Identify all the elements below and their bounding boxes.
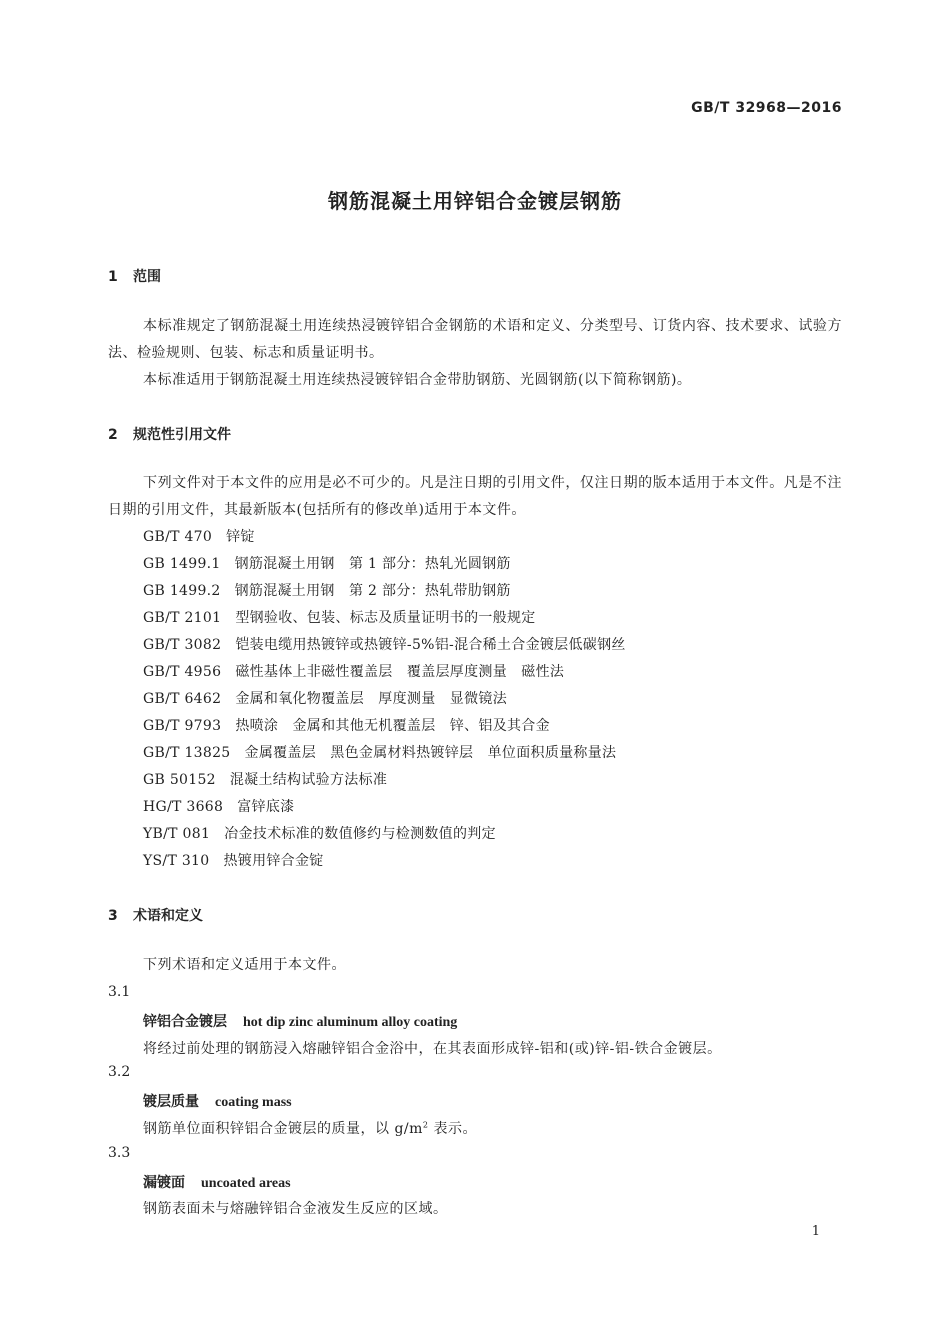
definition-text: 钢筋单位面积锌铝合金镀层的质量，以 g/m bbox=[143, 1121, 423, 1137]
term-chinese: 漏镀面 bbox=[143, 1175, 185, 1191]
reference-item bbox=[143, 713, 626, 740]
reference-item bbox=[143, 767, 626, 794]
reference-item bbox=[143, 524, 626, 551]
reference-code: GB/T 3082 bbox=[143, 637, 222, 653]
reference-code: GB/T 4956 bbox=[143, 664, 222, 680]
reference-title: 铠装电缆用热镀锌或热镀锌-5%铝-混合稀土合金镀层低碳钢丝 bbox=[235, 637, 626, 653]
reference-item bbox=[143, 686, 626, 713]
reference-title: 钢筋混凝土用钢 第 1 部分：热轧光圆钢筋 bbox=[234, 556, 511, 572]
reference-item bbox=[143, 551, 626, 578]
section-title: 规范性引用文件 bbox=[133, 427, 231, 443]
section-heading-normative-references bbox=[108, 424, 231, 444]
reference-item bbox=[143, 740, 626, 767]
references-intro: 下列文件对于本文件的应用是必不可少的。凡是注日期的引用文件，仅注日期的版本适用于本文件。凡是不注日期的引用文件，其最新版本(包括所有的修改单)适用于本文件。 bbox=[108, 475, 842, 518]
reference-item bbox=[143, 632, 626, 659]
reference-item bbox=[143, 848, 626, 875]
section-heading-terms bbox=[108, 905, 203, 925]
reference-code: GB 1499.2 bbox=[143, 583, 221, 599]
term-definition: 钢筋表面未与熔融锌铝合金液发生反应的区域。 bbox=[143, 1201, 448, 1217]
term-entry bbox=[143, 1091, 292, 1111]
term-english: uncoated areas bbox=[201, 1176, 291, 1191]
clause-number: 3.2 bbox=[108, 1064, 131, 1080]
reference-code: GB 50152 bbox=[143, 772, 216, 788]
term-english: hot dip zinc aluminum alloy coating bbox=[243, 1015, 458, 1030]
scope-paragraph-2: 本标准适用于钢筋混凝土用连续热浸镀锌铝合金带肋钢筋、光圆钢筋(以下简称钢筋)。 bbox=[143, 372, 692, 388]
page-number: 1 bbox=[811, 1224, 820, 1239]
reference-title: 金属和氧化物覆盖层 厚度测量 显微镜法 bbox=[235, 691, 508, 707]
reference-title: 金属覆盖层 黑色金属材料热镀锌层 单位面积质量称量法 bbox=[244, 745, 617, 761]
term-definition bbox=[143, 1118, 477, 1138]
term-entry bbox=[143, 1011, 457, 1031]
reference-item bbox=[143, 821, 626, 848]
reference-title: 混凝土结构试验方法标准 bbox=[229, 772, 388, 788]
definition-text: 表示。 bbox=[428, 1121, 477, 1137]
standard-code: GB/T 32968—2016 bbox=[691, 100, 842, 116]
clause-number: 3.1 bbox=[108, 984, 131, 1000]
reference-item bbox=[143, 794, 626, 821]
term-chinese: 镀层质量 bbox=[143, 1094, 199, 1110]
section-title: 范围 bbox=[133, 269, 161, 285]
reference-code: GB/T 6462 bbox=[143, 691, 222, 707]
reference-title: 磁性基体上非磁性覆盖层 覆盖层厚度测量 磁性法 bbox=[235, 664, 565, 680]
reference-title: 富锌底漆 bbox=[237, 799, 295, 815]
reference-code: GB/T 9793 bbox=[143, 718, 222, 734]
reference-title: 锌锭 bbox=[226, 529, 255, 545]
term-english: coating mass bbox=[215, 1095, 292, 1110]
reference-code: GB/T 2101 bbox=[143, 610, 222, 626]
reference-title: 冶金技术标准的数值修约与检测数值的判定 bbox=[224, 826, 496, 842]
term-chinese: 锌铝合金镀层 bbox=[143, 1014, 227, 1030]
reference-title: 热喷涂 金属和其他无机覆盖层 锌、铝及其合金 bbox=[235, 718, 550, 734]
reference-item bbox=[143, 578, 626, 605]
scope-paragraph-1: 本标准规定了钢筋混凝土用连续热浸镀锌铝合金钢筋的术语和定义、分类型号、订货内容、技术要求、试验方法、检验规则、包装、标志和质量证明书。 bbox=[108, 318, 842, 361]
reference-code: GB/T 470 bbox=[143, 529, 213, 545]
section-title: 术语和定义 bbox=[133, 908, 203, 924]
reference-code: YB/T 081 bbox=[143, 826, 211, 842]
reference-item bbox=[143, 605, 626, 632]
reference-list bbox=[143, 524, 626, 875]
reference-title: 钢筋混凝土用钢 第 2 部分：热轧带肋钢筋 bbox=[234, 583, 511, 599]
reference-title: 热镀用锌合金锭 bbox=[223, 853, 324, 869]
reference-title: 型钢验收、包装、标志及质量证明书的一般规定 bbox=[235, 610, 536, 626]
document-title: 钢筋混凝土用锌铝合金镀层钢筋 bbox=[328, 189, 622, 213]
section-number: 3 bbox=[108, 908, 118, 924]
clause-number: 3.3 bbox=[108, 1145, 131, 1161]
term-entry bbox=[143, 1172, 291, 1192]
section-heading-scope bbox=[108, 266, 161, 286]
section-number: 1 bbox=[108, 269, 118, 285]
term-definition: 将经过前处理的钢筋浸入熔融锌铝合金浴中，在其表面形成锌-铝和(或)锌-铝-铁合金镀层。 bbox=[143, 1041, 722, 1057]
terms-intro: 下列术语和定义适用于本文件。 bbox=[143, 957, 346, 973]
reference-code: HG/T 3668 bbox=[143, 799, 224, 815]
reference-code: GB 1499.1 bbox=[143, 556, 221, 572]
section-number: 2 bbox=[108, 427, 118, 443]
superscript-exponent: 2 bbox=[422, 1120, 429, 1130]
reference-code: GB/T 13825 bbox=[143, 745, 231, 761]
reference-item bbox=[143, 659, 626, 686]
reference-code: YS/T 310 bbox=[143, 853, 210, 869]
